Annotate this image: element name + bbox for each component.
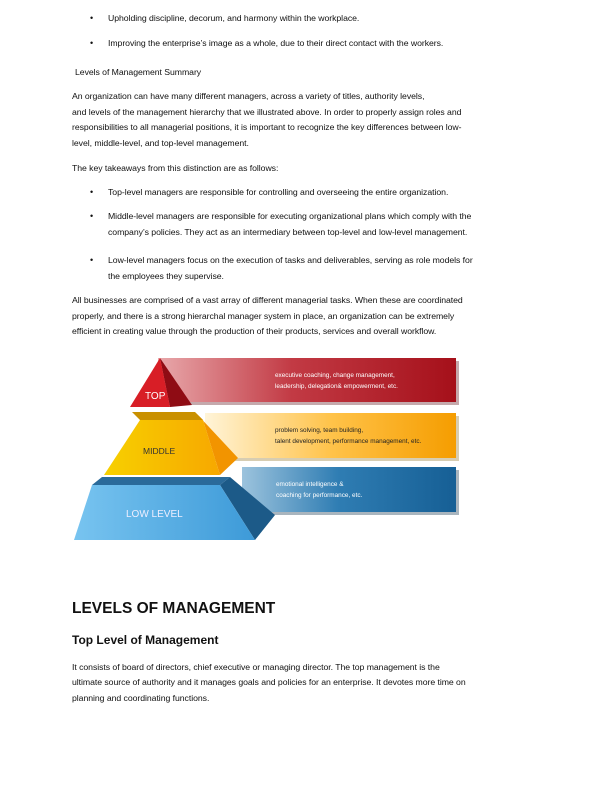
bullet-dot: • [90,13,94,23]
middle-tier-description: talent development, performance management, etc. [275,438,422,445]
subsection-heading: Top Level of Management [72,633,219,647]
middle-level-bar [205,413,459,461]
top-tier-description: leadership, delegation& empowerment, etc. [275,383,398,390]
bullet-text: company’s policies. They act as an intermediary between top-level and low-level management. [108,227,468,237]
top-tier-description: executive coaching, change management, [275,372,395,379]
low-tier-description: coaching for performance, etc. [276,492,363,499]
bullet-text: Improving the enterprise’s image as a whole, due to their direct contact with the workers. [108,38,444,48]
bullet-text: Middle-level managers are responsible for executing organizational plans which comply with the [108,211,472,221]
paragraph-line: An organization can have many different managers, across a variety of titles, authority levels, [72,91,425,101]
bullet-text: Top-level managers are responsible for controlling and overseeing the entire organization. [108,187,449,197]
top-tier-label: TOP [145,391,166,402]
bullet-dot: • [90,211,94,221]
bullet-dot: • [90,187,94,197]
middle-tier-label: MIDDLE [143,446,176,456]
paragraph-line: properly, and there is a strong hierarchal manager system in place, an organization can be extremely [72,311,455,321]
paragraph-line: efficient in creating value through the production of their products, services and overall workflow. [72,326,437,336]
bullet-text: Upholding discipline, decorum, and harmony within the workplace. [108,13,360,23]
low-level-bar [242,467,459,515]
paragraph-line: responsibilities to all managerial positions, it is important to recognize the key differences between low- [72,122,462,132]
middle-tier-description: problem solving, team building, [275,427,364,434]
low-tier-description: emotional intelligence & [276,481,344,488]
paragraph-line: and levels of the management hierarchy that we illustrated above. In order to properly assign roles and [72,107,462,117]
section-heading: LEVELS OF MANAGEMENT [72,600,276,617]
bullet-dot: • [90,255,94,265]
summary-heading: Levels of Management Summary [75,67,202,77]
takeaways-intro: The key takeaways from this distinction are as follows: [72,163,279,173]
low-tier-label: LOW LEVEL [126,509,183,520]
bullet-dot: • [90,38,94,48]
management-pyramid-figure [70,355,470,545]
paragraph-line: level, middle-level, and top-level management. [72,138,249,148]
bullet-text: Low-level managers focus on the execution of tasks and deliverables, serving as role models for [108,255,473,265]
paragraph-line: It consists of board of directors, chief executive or managing director. The top management is the [72,662,440,672]
paragraph-line: ultimate source of authority and it manages goals and policies for an enterprise. It devotes more time on [72,677,466,687]
top-level-bar [158,358,459,405]
paragraph-line: All businesses are comprised of a vast array of different managerial tasks. When these are coordinated [72,295,463,305]
bullet-text: the employees they supervise. [108,271,224,281]
paragraph-line: planning and coordinating functions. [72,693,210,703]
